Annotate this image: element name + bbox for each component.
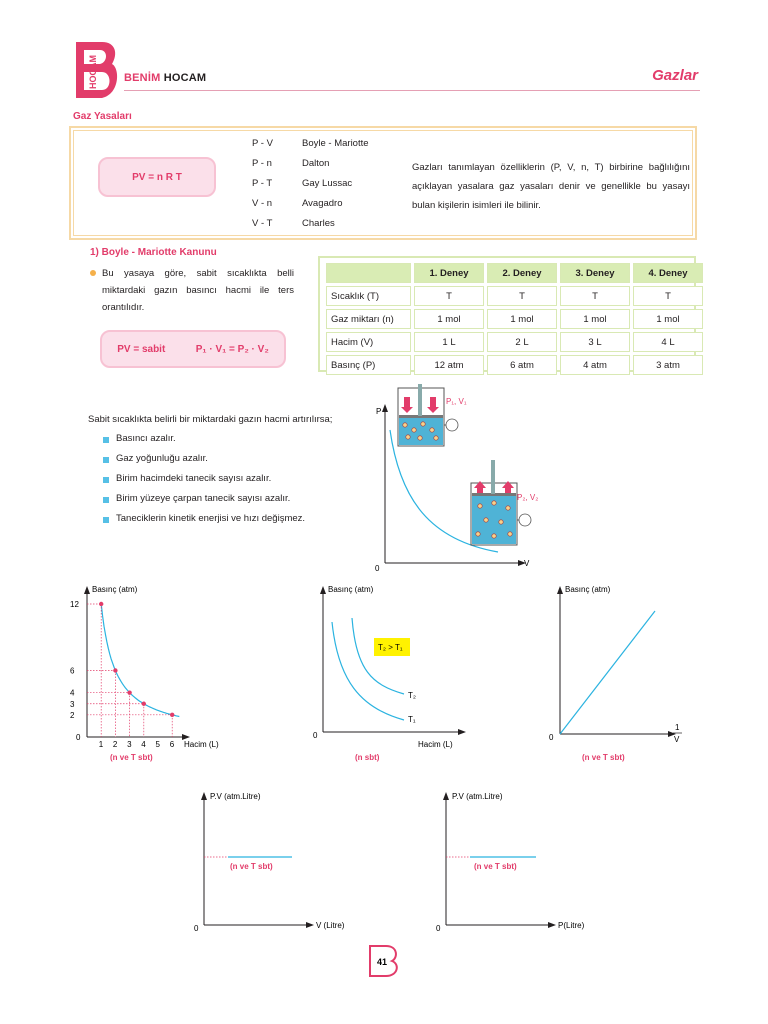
arrow-icon <box>458 729 466 735</box>
series-label: T₂ <box>408 691 416 700</box>
x-axis-label: Hacim (L) <box>184 740 219 749</box>
y-axis-label: P.V (atm.Litre) <box>452 792 503 801</box>
origin-label: 0 <box>313 731 318 740</box>
y-tick-label: 2 <box>70 710 75 720</box>
row-label: Sıcaklık (T) <box>326 286 411 306</box>
effect-item: Basıncı azalır. <box>116 433 176 444</box>
table-row <box>326 332 703 352</box>
bullet-icon <box>103 517 109 523</box>
pv-points-chart <box>56 580 246 770</box>
law-name: Charles <box>302 218 335 229</box>
law-code: P - T <box>252 178 273 189</box>
table-cell: T <box>414 286 484 306</box>
table-header: 4. Deney <box>633 263 703 283</box>
x-tick-label: 4 <box>141 740 146 749</box>
x-axis-numerator: 1 <box>675 723 680 732</box>
pv-piston-diagram <box>370 380 550 576</box>
isotherm-chart <box>300 580 490 770</box>
x-tick-label: 1 <box>98 740 104 749</box>
boyle-text: Bu yasaya göre, sabit sıcaklıkta belli miktardaki gazın basıncı hacmi ile ters orantılıdır. <box>102 268 294 313</box>
y-tick-label: 12 <box>70 600 79 609</box>
chart-caption: (n ve T sbt) <box>582 753 625 762</box>
bullet-icon <box>103 457 109 463</box>
cylinder-icon <box>471 460 531 545</box>
boyle-formula <box>100 330 286 368</box>
table-cell: 4 L <box>633 332 703 352</box>
x-axis-denominator: V <box>674 735 680 744</box>
x-axis-label: P(Litre) <box>558 921 585 930</box>
row-label: Basınç (P) <box>326 355 411 375</box>
header-divider <box>124 90 700 91</box>
table-cell: 4 atm <box>560 355 630 375</box>
table-corner <box>326 263 411 283</box>
brand-prefix: BENİM <box>124 72 161 84</box>
effect-item: Birim yüzeye çarpan tanecik sayısı azalır. <box>116 493 291 504</box>
p-inverse-v-line <box>560 611 655 734</box>
arrow-icon <box>382 404 388 412</box>
table-cell: 1 L <box>414 332 484 352</box>
row-label: Gaz miktarı (n) <box>326 309 411 329</box>
bullet-icon <box>90 270 96 276</box>
cylinder-icon <box>398 384 458 446</box>
p-inverse-v-chart <box>538 580 728 770</box>
table-cell: 12 atm <box>414 355 484 375</box>
origin-label: 0 <box>76 733 81 742</box>
table-cell: 1 mol <box>414 309 484 329</box>
data-point <box>170 713 174 717</box>
table-row <box>326 309 703 329</box>
y-tick-label: 4 <box>70 688 75 698</box>
page-number: 41 <box>376 957 388 967</box>
formula-right: P₁ · V₁ = P₂ · V₂ <box>195 343 269 355</box>
arrow-icon <box>201 792 207 800</box>
boyle-title: 1) Boyle - Mariotte Kanunu <box>90 247 217 258</box>
logo-text: HOCAM <box>88 55 98 89</box>
table-cell: T <box>560 286 630 306</box>
arrow-icon <box>557 586 563 594</box>
brand-suffix: HOCAM <box>163 72 207 84</box>
bullet-icon <box>103 497 109 503</box>
x-tick-label: 2 <box>112 740 118 749</box>
table-header: 1. Deney <box>414 263 484 283</box>
y-tick-label: 3 <box>70 699 75 709</box>
effect-item: Taneciklerin kinetik enerjisi ve hızı değişmez. <box>116 513 306 524</box>
law-name: Boyle - Mariotte <box>302 138 369 149</box>
table-cell: 2 L <box>487 332 557 352</box>
v-label: V <box>524 559 530 568</box>
arrow-icon <box>320 586 326 594</box>
state2-label: P₂, V₂ <box>517 493 539 502</box>
x-tick-label: 6 <box>169 740 175 749</box>
series-label: T₁ <box>408 715 416 724</box>
data-point <box>142 702 146 706</box>
row-label: Hacim (V) <box>326 332 411 352</box>
table-row <box>326 286 703 306</box>
arrow-icon <box>443 792 449 800</box>
laws-description: Gazları tanımlayan özelliklerin (P, V, n, T) birbirine bağlılığını açıklayan yasalara gaz yasaları denir ve genellikle bu yasayı bulan kişilerin isimleri ile bilinir. <box>412 162 690 211</box>
effects-intro: Sabit sıcaklıkta belirli bir miktardaki gazın hacmi artırılırsa; <box>88 414 333 425</box>
effect-item: Birim hacimdeki tanecik sayısı azalır. <box>116 473 272 484</box>
pv-curve <box>101 604 179 717</box>
state1-label: P₁, V₁ <box>446 397 467 406</box>
table-cell: 1 mol <box>633 309 703 329</box>
origin-label: 0 <box>549 733 554 742</box>
table-header-row <box>326 263 703 283</box>
brand-logo <box>72 40 122 100</box>
table-cell: 3 atm <box>633 355 703 375</box>
y-axis-label: Basınç (atm) <box>328 585 374 594</box>
table-header: 3. Deney <box>560 263 630 283</box>
chart-caption: (n sbt) <box>355 753 380 762</box>
law-name: Dalton <box>302 158 330 169</box>
ideal-gas-formula: PV = n R T <box>98 157 216 197</box>
x-axis-label: V (Litre) <box>316 921 345 930</box>
chart-caption: (n ve T sbt) <box>230 862 273 871</box>
y-axis-label: Basınç (atm) <box>565 585 611 594</box>
y-axis-label: Basınç (atm) <box>92 585 138 594</box>
table-cell: 1 mol <box>487 309 557 329</box>
table-cell: T <box>487 286 557 306</box>
y-tick-label: 6 <box>70 666 75 676</box>
t1-curve <box>332 622 404 720</box>
law-name: Gay Lussac <box>302 178 353 189</box>
law-name: Avagadro <box>302 198 343 209</box>
table-cell: 6 atm <box>487 355 557 375</box>
p-label: P <box>376 407 382 416</box>
chart-caption: (n ve T sbt) <box>474 862 517 871</box>
data-point <box>113 668 117 672</box>
x-tick-label: 3 <box>127 740 132 749</box>
table-header: 2. Deney <box>487 263 557 283</box>
x-tick-label: 5 <box>155 740 160 749</box>
page-number-badge <box>368 944 400 978</box>
arrow-icon <box>306 922 314 928</box>
table-cell: T <box>633 286 703 306</box>
table-cell: 3 L <box>560 332 630 352</box>
table-row <box>326 355 703 375</box>
data-point <box>99 602 103 606</box>
law-code: V - n <box>252 198 273 209</box>
x-axis-label: Hacim (L) <box>418 740 453 749</box>
chart-caption: (n ve T sbt) <box>110 753 153 762</box>
origin-label: 0 <box>375 564 380 573</box>
experiment-table <box>323 260 706 378</box>
arrow-icon <box>548 922 556 928</box>
y-axis-label: P.V (atm.Litre) <box>210 792 261 801</box>
formula-left: PV = sabit <box>117 343 166 355</box>
origin-label: 0 <box>194 924 199 933</box>
brand-name <box>124 72 206 84</box>
note-label: T₂ > T₁ <box>378 643 403 652</box>
data-point <box>127 690 131 694</box>
law-code: V - T <box>252 218 273 229</box>
effect-item: Gaz yoğunluğu azalır. <box>116 453 208 464</box>
pv-vs-p-chart <box>430 786 620 936</box>
pv-vs-v-chart <box>184 786 374 936</box>
bullet-icon <box>103 437 109 443</box>
law-code: P - V <box>252 138 273 149</box>
section-title: Gaz Yasaları <box>73 111 132 122</box>
law-code: P - n <box>252 158 272 169</box>
origin-label: 0 <box>436 924 441 933</box>
bullet-icon <box>103 477 109 483</box>
topic-title: Gazlar <box>652 67 698 84</box>
table-cell: 1 mol <box>560 309 630 329</box>
arrow-icon <box>84 586 90 594</box>
